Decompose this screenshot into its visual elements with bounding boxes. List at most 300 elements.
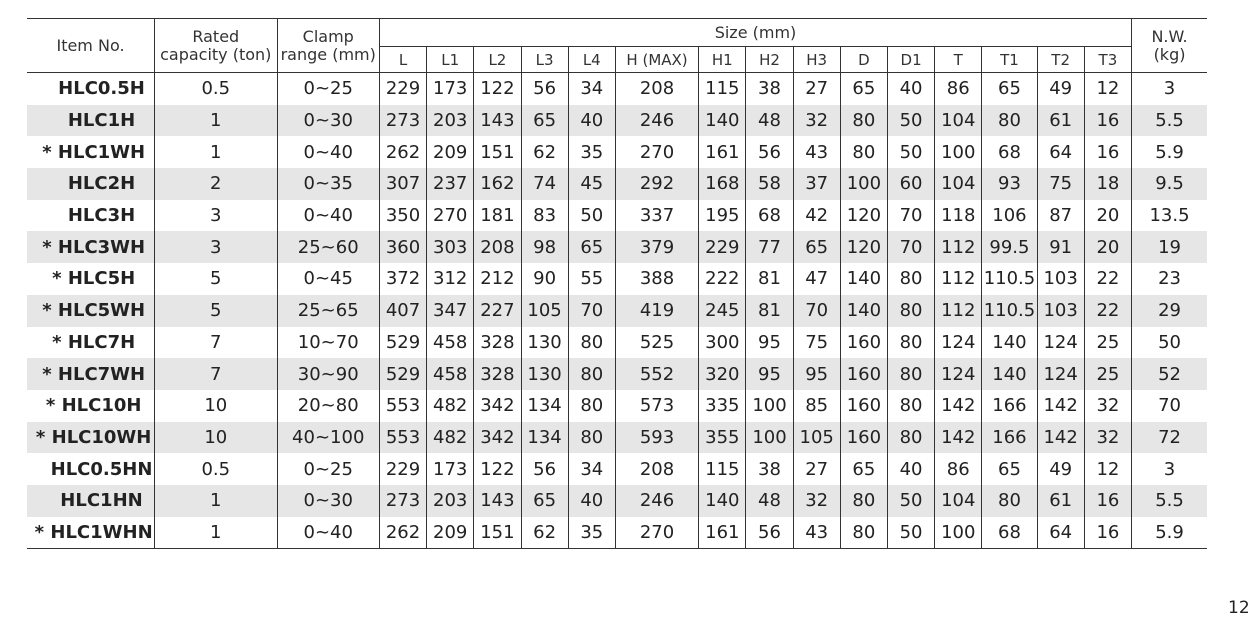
size-col-header: L1 [427,47,474,73]
size-cell: 32 [793,105,840,137]
size-cell: 142 [935,390,982,422]
size-cell: 80 [568,327,615,359]
size-cell: 203 [427,105,474,137]
item-no-cell [27,453,155,485]
net-weight-cell: 72 [1132,422,1207,454]
size-cell: 86 [935,73,982,105]
size-cell: 65 [568,231,615,263]
size-cell: 458 [427,327,474,359]
size-cell: 112 [935,295,982,327]
table-row [27,390,1207,422]
asterisk-mark: * [52,268,62,290]
size-cell: 90 [521,263,568,295]
item-no-text: HLC0.5HN [50,458,153,480]
item-no-cell [27,485,155,517]
size-cell: 32 [1084,422,1131,454]
size-cell: 34 [568,453,615,485]
rated-capacity-cell: 10 [155,422,278,454]
item-no-cell [27,263,155,295]
size-cell: 40 [568,485,615,517]
size-cell: 130 [521,358,568,390]
size-cell: 81 [746,263,793,295]
table-row [27,295,1207,327]
size-cell: 142 [1037,422,1084,454]
item-no-cell [27,517,155,549]
size-header: Size (mm) [379,19,1131,47]
size-cell: 104 [935,168,982,200]
size-cell: 65 [521,485,568,517]
net-weight-cell: 29 [1132,295,1207,327]
size-cell: 61 [1037,105,1084,137]
size-cell: 43 [793,517,840,549]
size-cell: 18 [1084,168,1131,200]
size-cell: 525 [615,327,698,359]
size-cell: 151 [474,517,521,549]
size-col-header: H (MAX) [615,47,698,73]
item-no-text: HLC3WH [57,236,146,258]
size-cell: 328 [474,358,521,390]
item-no-text: HLC5H [67,268,136,290]
size-cell: 195 [699,200,746,232]
size-cell: 529 [379,358,426,390]
size-cell: 80 [568,358,615,390]
item-no-cell [27,390,155,422]
size-col-header: T1 [982,47,1037,73]
size-cell: 122 [474,73,521,105]
rated-capacity-cell: 1 [155,517,278,549]
size-cell: 355 [699,422,746,454]
rated-capacity-cell: 0.5 [155,73,278,105]
size-cell: 262 [379,517,426,549]
size-cell: 43 [793,136,840,168]
net-weight-cell: 19 [1132,231,1207,263]
clamp-range-cell: 10~70 [277,327,379,359]
size-col-header: L3 [521,47,568,73]
size-cell: 38 [746,73,793,105]
size-cell: 40 [887,73,934,105]
size-cell: 140 [982,327,1037,359]
item-no-cell [27,73,155,105]
size-cell: 593 [615,422,698,454]
size-cell: 140 [699,105,746,137]
size-cell: 160 [840,358,887,390]
clamp-range-cell: 0~25 [277,73,379,105]
size-cell: 166 [982,390,1037,422]
item-no-text: HLC10H [61,395,142,417]
size-cell: 70 [887,231,934,263]
size-cell: 208 [615,453,698,485]
size-cell: 12 [1084,73,1131,105]
size-cell: 22 [1084,295,1131,327]
size-col-header: D1 [887,47,934,73]
size-cell: 142 [935,422,982,454]
size-cell: 32 [793,485,840,517]
size-cell: 34 [568,73,615,105]
net-weight-header [1132,19,1207,73]
net-weight-cell: 5.9 [1132,136,1207,168]
size-cell: 56 [521,73,568,105]
size-cell: 273 [379,485,426,517]
rated-capacity-cell: 5 [155,295,278,327]
size-cell: 140 [982,358,1037,390]
clamp-range-cell: 25~65 [277,295,379,327]
item-no-header: Item No. [56,35,125,55]
size-cell: 75 [793,327,840,359]
size-cell: 143 [474,105,521,137]
size-cell: 360 [379,231,426,263]
rated-capacity-line1: Rated [192,26,240,46]
size-cell: 35 [568,136,615,168]
size-cell: 270 [615,517,698,549]
size-cell: 68 [982,517,1037,549]
size-cell: 110.5 [982,263,1037,295]
size-cell: 16 [1084,105,1131,137]
size-cell: 419 [615,295,698,327]
size-cell: 115 [699,73,746,105]
clamp-range-cell: 0~40 [277,200,379,232]
clamp-range-cell: 40~100 [277,422,379,454]
size-cell: 458 [427,358,474,390]
size-cell: 173 [427,73,474,105]
size-cell: 48 [746,105,793,137]
size-cell: 161 [699,517,746,549]
size-cell: 160 [840,390,887,422]
size-cell: 62 [521,517,568,549]
size-cell: 312 [427,263,474,295]
size-cell: 388 [615,263,698,295]
size-cell: 80 [887,263,934,295]
size-cell: 115 [699,453,746,485]
net-weight-cell: 5.5 [1132,105,1207,137]
size-col-header: D [840,47,887,73]
net-weight-cell: 13.5 [1132,200,1207,232]
size-cell: 209 [427,136,474,168]
table-row [27,422,1207,454]
rated-capacity-cell: 3 [155,200,278,232]
spec-table [27,18,1207,549]
asterisk-mark: * [42,300,52,322]
clamp-range-cell: 0~40 [277,136,379,168]
size-cell: 16 [1084,485,1131,517]
rated-capacity-cell: 7 [155,358,278,390]
asterisk-mark: * [42,141,52,163]
page-number: 12 [1228,598,1250,618]
size-cell: 262 [379,136,426,168]
size-cell: 65 [982,73,1037,105]
size-cell: 118 [935,200,982,232]
size-cell: 50 [887,517,934,549]
size-cell: 80 [568,390,615,422]
size-cell: 49 [1037,73,1084,105]
size-cell: 56 [746,136,793,168]
rated-capacity-cell: 1 [155,485,278,517]
size-cell: 85 [793,390,840,422]
size-cell: 83 [521,200,568,232]
size-cell: 56 [521,453,568,485]
rated-capacity-cell: 1 [155,105,278,137]
size-cell: 270 [615,136,698,168]
size-cell: 99.5 [982,231,1037,263]
size-cell: 270 [427,200,474,232]
size-cell: 80 [887,358,934,390]
item-no-text: HLC10WH [51,426,152,448]
size-cell: 56 [746,517,793,549]
size-cell: 142 [1037,390,1084,422]
clamp-range-cell: 0~45 [277,263,379,295]
size-cell: 25 [1084,358,1131,390]
size-cell: 40 [887,453,934,485]
asterisk-mark: * [34,521,45,543]
size-cell: 80 [982,105,1037,137]
size-cell: 95 [746,327,793,359]
size-cell: 573 [615,390,698,422]
clamp-range-cell: 25~60 [277,231,379,263]
size-col-header: L2 [474,47,521,73]
size-cell: 246 [615,485,698,517]
size-cell: 246 [615,105,698,137]
net-weight-cell: 70 [1132,390,1207,422]
asterisk-mark: * [42,236,52,258]
asterisk-mark: * [42,363,52,385]
size-cell: 181 [474,200,521,232]
size-cell: 20 [1084,231,1131,263]
size-cell: 77 [746,231,793,263]
size-cell: 103 [1037,263,1084,295]
item-no-cell [27,200,155,232]
size-cell: 100 [935,136,982,168]
size-cell: 49 [1037,453,1084,485]
size-cell: 80 [840,517,887,549]
size-cell: 151 [474,136,521,168]
net-weight-cell: 5.9 [1132,517,1207,549]
size-cell: 80 [840,485,887,517]
item-no-text: HLC1H [67,110,136,132]
size-cell: 105 [793,422,840,454]
item-no-cell [27,295,155,327]
size-col-header: H1 [699,47,746,73]
size-cell: 65 [982,453,1037,485]
size-cell: 58 [746,168,793,200]
item-no-text: HLC1HN [60,490,143,512]
size-cell: 50 [568,200,615,232]
size-cell: 307 [379,168,426,200]
size-cell: 208 [615,73,698,105]
size-cell: 328 [474,327,521,359]
size-cell: 273 [379,105,426,137]
size-cell: 32 [1084,390,1131,422]
size-cell: 208 [474,231,521,263]
size-cell: 62 [521,136,568,168]
clamp-range-cell: 0~30 [277,485,379,517]
table-row [27,200,1207,232]
size-cell: 122 [474,453,521,485]
size-cell: 100 [746,422,793,454]
size-cell: 70 [887,200,934,232]
size-cell: 86 [935,453,982,485]
size-cell: 64 [1037,136,1084,168]
size-cell: 103 [1037,295,1084,327]
size-cell: 95 [746,358,793,390]
size-col-header: L4 [568,47,615,73]
net-weight-cell: 5.5 [1132,485,1207,517]
size-cell: 320 [699,358,746,390]
net-weight-cell: 23 [1132,263,1207,295]
clamp-range-cell: 0~30 [277,105,379,137]
size-cell: 105 [521,295,568,327]
rated-capacity-cell: 3 [155,231,278,263]
size-cell: 47 [793,263,840,295]
size-cell: 37 [793,168,840,200]
size-cell: 482 [427,390,474,422]
size-cell: 140 [840,295,887,327]
item-no-text: HLC7H [67,331,136,353]
size-cell: 65 [840,453,887,485]
size-cell: 160 [840,422,887,454]
size-cell: 227 [474,295,521,327]
item-no-text: HLC0.5H [58,78,145,100]
size-cell: 160 [840,327,887,359]
size-cell: 110.5 [982,295,1037,327]
size-cell: 229 [699,231,746,263]
size-cell: 124 [1037,327,1084,359]
rated-capacity-line2: capacity (ton) [160,44,272,64]
table-body [27,73,1207,549]
size-cell: 20 [1084,200,1131,232]
item-no-cell [27,168,155,200]
size-cell: 70 [568,295,615,327]
item-no-text: HLC7WH [57,363,146,385]
table-header [27,19,1207,73]
table-row [27,327,1207,359]
size-cell: 335 [699,390,746,422]
asterisk-mark: * [45,395,56,417]
clamp-range-cell: 20~80 [277,390,379,422]
size-cell: 65 [521,105,568,137]
size-cell: 81 [746,295,793,327]
size-cell: 42 [793,200,840,232]
table-row [27,73,1207,105]
size-cell: 50 [887,105,934,137]
item-no-cell [27,358,155,390]
size-cell: 173 [427,453,474,485]
size-cell: 22 [1084,263,1131,295]
net-weight-cell: 3 [1132,453,1207,485]
table-row [27,231,1207,263]
size-col-header: H3 [793,47,840,73]
size-cell: 95 [793,358,840,390]
size-col-header: H2 [746,47,793,73]
size-cell: 91 [1037,231,1084,263]
rated-capacity-cell: 0.5 [155,453,278,485]
size-cell: 16 [1084,517,1131,549]
size-cell: 292 [615,168,698,200]
size-cell: 80 [840,136,887,168]
rated-capacity-cell: 2 [155,168,278,200]
size-cell: 48 [746,485,793,517]
size-cell: 379 [615,231,698,263]
asterisk-mark: * [35,426,46,448]
size-cell: 342 [474,390,521,422]
size-cell: 68 [982,136,1037,168]
item-no-cell [27,231,155,263]
size-cell: 553 [379,422,426,454]
size-cell: 300 [699,327,746,359]
net-weight-cell: 3 [1132,73,1207,105]
size-cell: 553 [379,390,426,422]
size-cell: 372 [379,263,426,295]
size-cell: 120 [840,200,887,232]
table-row [27,136,1207,168]
size-cell: 342 [474,422,521,454]
net-weight-cell: 52 [1132,358,1207,390]
size-cell: 134 [521,390,568,422]
clamp-range-line2: range (mm) [280,44,376,64]
size-cell: 80 [887,422,934,454]
table-row [27,485,1207,517]
size-cell: 552 [615,358,698,390]
item-no-text: HLC3H [67,205,136,227]
size-cell: 100 [746,390,793,422]
size-cell: 65 [793,231,840,263]
size-cell: 87 [1037,200,1084,232]
size-cell: 50 [887,136,934,168]
size-cell: 124 [935,358,982,390]
size-cell: 140 [699,485,746,517]
size-cell: 80 [887,390,934,422]
size-cell: 124 [935,327,982,359]
size-cell: 347 [427,295,474,327]
size-cell: 61 [1037,485,1084,517]
size-cell: 55 [568,263,615,295]
size-cell: 168 [699,168,746,200]
rated-capacity-cell: 1 [155,136,278,168]
item-no-cell [27,327,155,359]
size-cell: 80 [568,422,615,454]
size-cell: 407 [379,295,426,327]
item-no-cell [27,136,155,168]
table-row [27,517,1207,549]
size-cell: 68 [746,200,793,232]
clamp-range-header [277,19,379,73]
size-col-header: L [379,47,426,73]
size-cell: 337 [615,200,698,232]
size-col-header: T3 [1084,47,1131,73]
clamp-range-cell: 0~40 [277,517,379,549]
size-cell: 237 [427,168,474,200]
size-cell: 134 [521,422,568,454]
item-no-text: HLC1WHN [50,521,153,543]
size-cell: 27 [793,453,840,485]
item-no-text: HLC2H [67,173,136,195]
size-cell: 130 [521,327,568,359]
size-cell: 104 [935,105,982,137]
item-no-text: HLC1WH [57,141,146,163]
asterisk-mark: * [52,331,62,353]
size-cell: 222 [699,263,746,295]
size-cell: 38 [746,453,793,485]
rated-capacity-cell: 5 [155,263,278,295]
clamp-range-cell: 0~25 [277,453,379,485]
size-cell: 166 [982,422,1037,454]
size-cell: 50 [887,485,934,517]
size-cell: 112 [935,231,982,263]
item-no-text: HLC5WH [57,300,146,322]
clamp-range-cell: 0~35 [277,168,379,200]
net-weight-line1: N.W. [1151,26,1188,46]
size-cell: 12 [1084,453,1131,485]
size-cell: 124 [1037,358,1084,390]
table-row [27,168,1207,200]
